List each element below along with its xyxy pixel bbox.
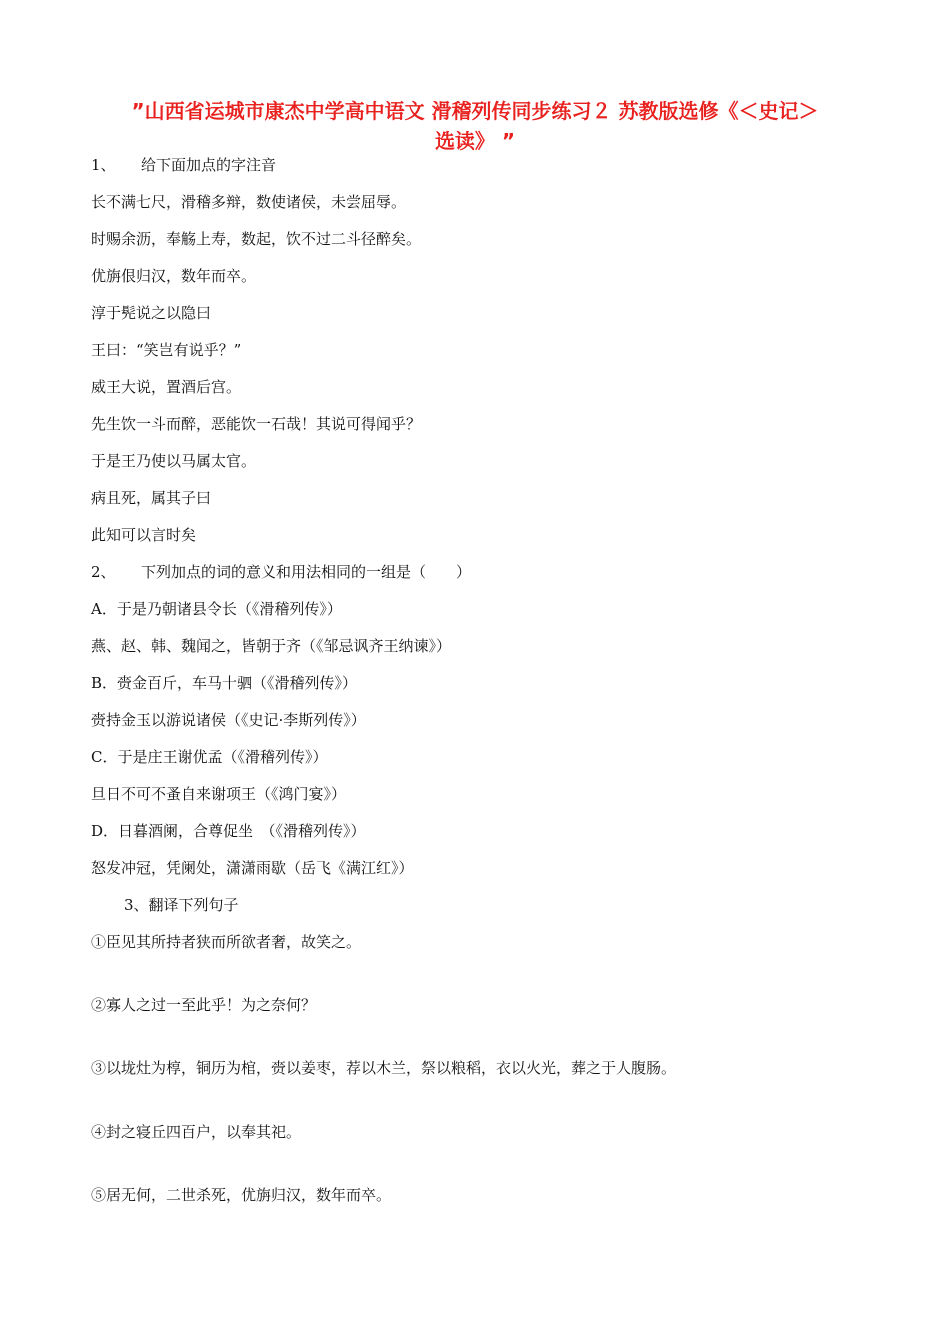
question-1-item: 先生饮一斗而醉，恶能饮一石哉！其说可得闻乎？ xyxy=(91,415,422,433)
question-2-option-a-compare: 燕、赵、韩、魏闻之，皆朝于齐（《邹忌讽齐王纳谏》） xyxy=(91,637,452,655)
question-2-number: 2、 xyxy=(91,563,116,581)
question-1-item: 优旃佷归汉，数年而卒。 xyxy=(91,267,257,285)
document-title-line-1: ”山西省运城市康杰中学高中语文 滑稽列传同步练习２ 苏教版选修《＜史记＞ xyxy=(131,99,819,123)
question-3-prompt: 3、翻译下列句子 xyxy=(124,896,239,914)
question-3-sentence: ⑤居无何，二世杀死，优旃归汉，数年而卒。 xyxy=(91,1186,392,1204)
question-2-option-a: A．于是乃朝诸县令长（《滑稽列传》） xyxy=(91,600,342,618)
question-3-sentence: ①臣见其所持者狭而所欲者奢，故笑之。 xyxy=(91,933,362,951)
question-2-option-c-compare: 旦日不可不蚤自来谢项王（《鸿门宴》） xyxy=(91,785,347,803)
question-3-heading xyxy=(91,895,239,915)
question-2-heading xyxy=(91,562,471,582)
question-1-item: 于是王乃使以马属太官。 xyxy=(91,452,257,470)
question-1-item: 长不满七尺，滑稽多辩，数使诸侯，未尝屈辱。 xyxy=(91,193,407,211)
question-2-option-b: B．赍金百斤，车马十驷（《滑稽列传》） xyxy=(91,674,358,692)
question-1-item: 此知可以言时矣 xyxy=(91,526,197,544)
question-2-option-c: C．于是庄王谢优孟（《滑稽列传》） xyxy=(91,748,328,766)
question-1-item: 威王大说，置酒后宫。 xyxy=(91,378,242,396)
question-3-sentence: ③以垅灶为椁，铜历为棺，赍以姜枣，荐以木兰，祭以粮稻，衣以火光，葬之于人腹肠。 xyxy=(91,1059,677,1077)
question-1-item: 病且死，属其子曰 xyxy=(91,489,212,507)
question-1-item: 时赐余沥，奉觞上寿，数起，饮不过二斗径醉矣。 xyxy=(91,230,422,248)
question-3-sentence: ④封之寝丘四百户，以奉其祀。 xyxy=(91,1123,302,1141)
question-2-prompt: 下列加点的词的意义和用法相同的一组是（ ） xyxy=(141,563,472,581)
question-2-option-d: D．日暮酒阑，合尊促坐 （《滑稽列传》） xyxy=(91,822,366,840)
question-2-option-d-compare: 怒发冲冠，凭阑处，潇潇雨歇（岳飞《满江红》） xyxy=(91,859,414,877)
question-1-prompt: 给下面加点的字注音 xyxy=(141,156,277,174)
question-2-option-b-compare: 赍持金玉以游说诸侯（《史记·李斯列传》） xyxy=(91,711,366,729)
document-title-line-2: 选读》 ” xyxy=(434,129,516,153)
question-1-item: 王曰：“笑岂有说乎？” xyxy=(91,341,242,359)
question-1-number: 1、 xyxy=(91,156,116,174)
question-3-sentence: ②寡人之过一至此乎！为之奈何？ xyxy=(91,996,317,1014)
question-1-heading xyxy=(91,155,276,175)
question-1-item: 淳于髡说之以隐曰 xyxy=(91,304,212,322)
